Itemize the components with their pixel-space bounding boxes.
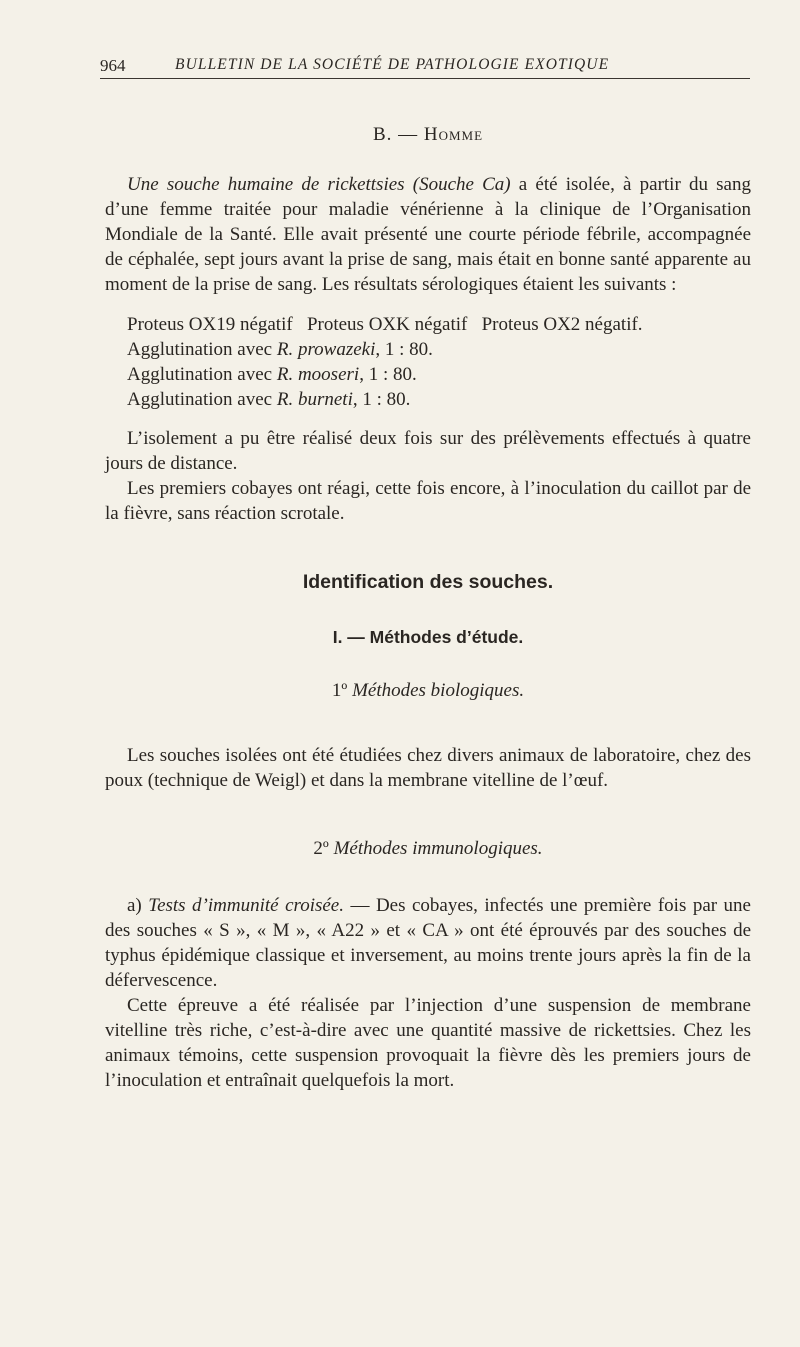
- paragraph-cobayes: Les premiers cobayes ont réagi, cette fois encore, à l’inoculation du caillot par de la fièvre, sans réaction scrotale.: [105, 478, 751, 524]
- agglutination-line: Agglutination avec R. prowazeki, 1 : 80.: [127, 339, 433, 360]
- serology-results: [105, 312, 751, 412]
- paragraph-methodes-biologiques: Les souches isolées ont été étudiées chez divers animaux de laboratoire, chez des poux (technique de Weigl) et dans la membrane vitelline de l’œuf.: [105, 745, 751, 791]
- body-text: [105, 122, 751, 1093]
- proteus-line: Proteus OX19 négatif Proteus OXK négatif Proteus OX2 négatif.: [127, 314, 643, 335]
- main-heading: Identification des souches.: [302, 571, 554, 593]
- paragraph-lead: Une souche humaine de rickettsies (Souche Ca): [127, 174, 511, 195]
- page-number: 964: [100, 56, 126, 75]
- subheading-biologiques: 1º Méthodes biologiques.: [331, 680, 525, 701]
- subheading-immunologiques: 2º Méthodes immunologiques.: [313, 838, 543, 859]
- paragraph-isolement: L’isolement a pu être réalisé deux fois sur des prélèvements effectués à quatre jours de distance.: [105, 428, 751, 474]
- paragraph-souche-ca: [105, 172, 751, 297]
- page-header: [100, 52, 750, 80]
- section-heading: I. — Méthodes d’étude.: [332, 627, 524, 647]
- agglutination-line: Agglutination avec R. mooseri, 1 : 80.: [127, 364, 417, 385]
- paragraph-epreuve: Cette épreuve a été réalisée par l’injection d’une suspension de membrane vitelline très riche, c’est-à-dire avec une quantité massive de rickettsies. Chez les animaux témoins, cette suspension provoquait la fièvre dès les premiers jours de l’inoculation et entraînait quelquefois la mort.: [105, 995, 751, 1091]
- paragraph-body: a été isolée, à partir du sang d’une femme traitée pour maladie vénérienne à la clinique de l’Organisation Mondiale de la Santé. Elle avait présenté une courte période fébrile, accompagnée de céphalée, sept jours avant la prise de sang, mais était en bonne santé apparente au moment de la prise de sang. Les résultats sérologiques étaient les suivants :: [105, 174, 751, 295]
- section-b-heading: B. — Homme: [372, 124, 484, 145]
- header-rule: [100, 78, 750, 79]
- paragraph-immunite-croisee: a) Tests d’immunité croisée. — Des cobayes, infectés une première fois par une des souches « S », « M », « A22 » et « CA » ont été éprouvés par des souches de typhus épidémique classique et inversement, au moins trente jours après la fin de la défervescence.: [105, 895, 751, 991]
- running-title: BULLETIN DE LA SOCIÉTÉ DE PATHOLOGIE EXOTIQUE: [175, 56, 610, 73]
- agglutination-line: Agglutination avec R. burneti, 1 : 80.: [127, 389, 411, 410]
